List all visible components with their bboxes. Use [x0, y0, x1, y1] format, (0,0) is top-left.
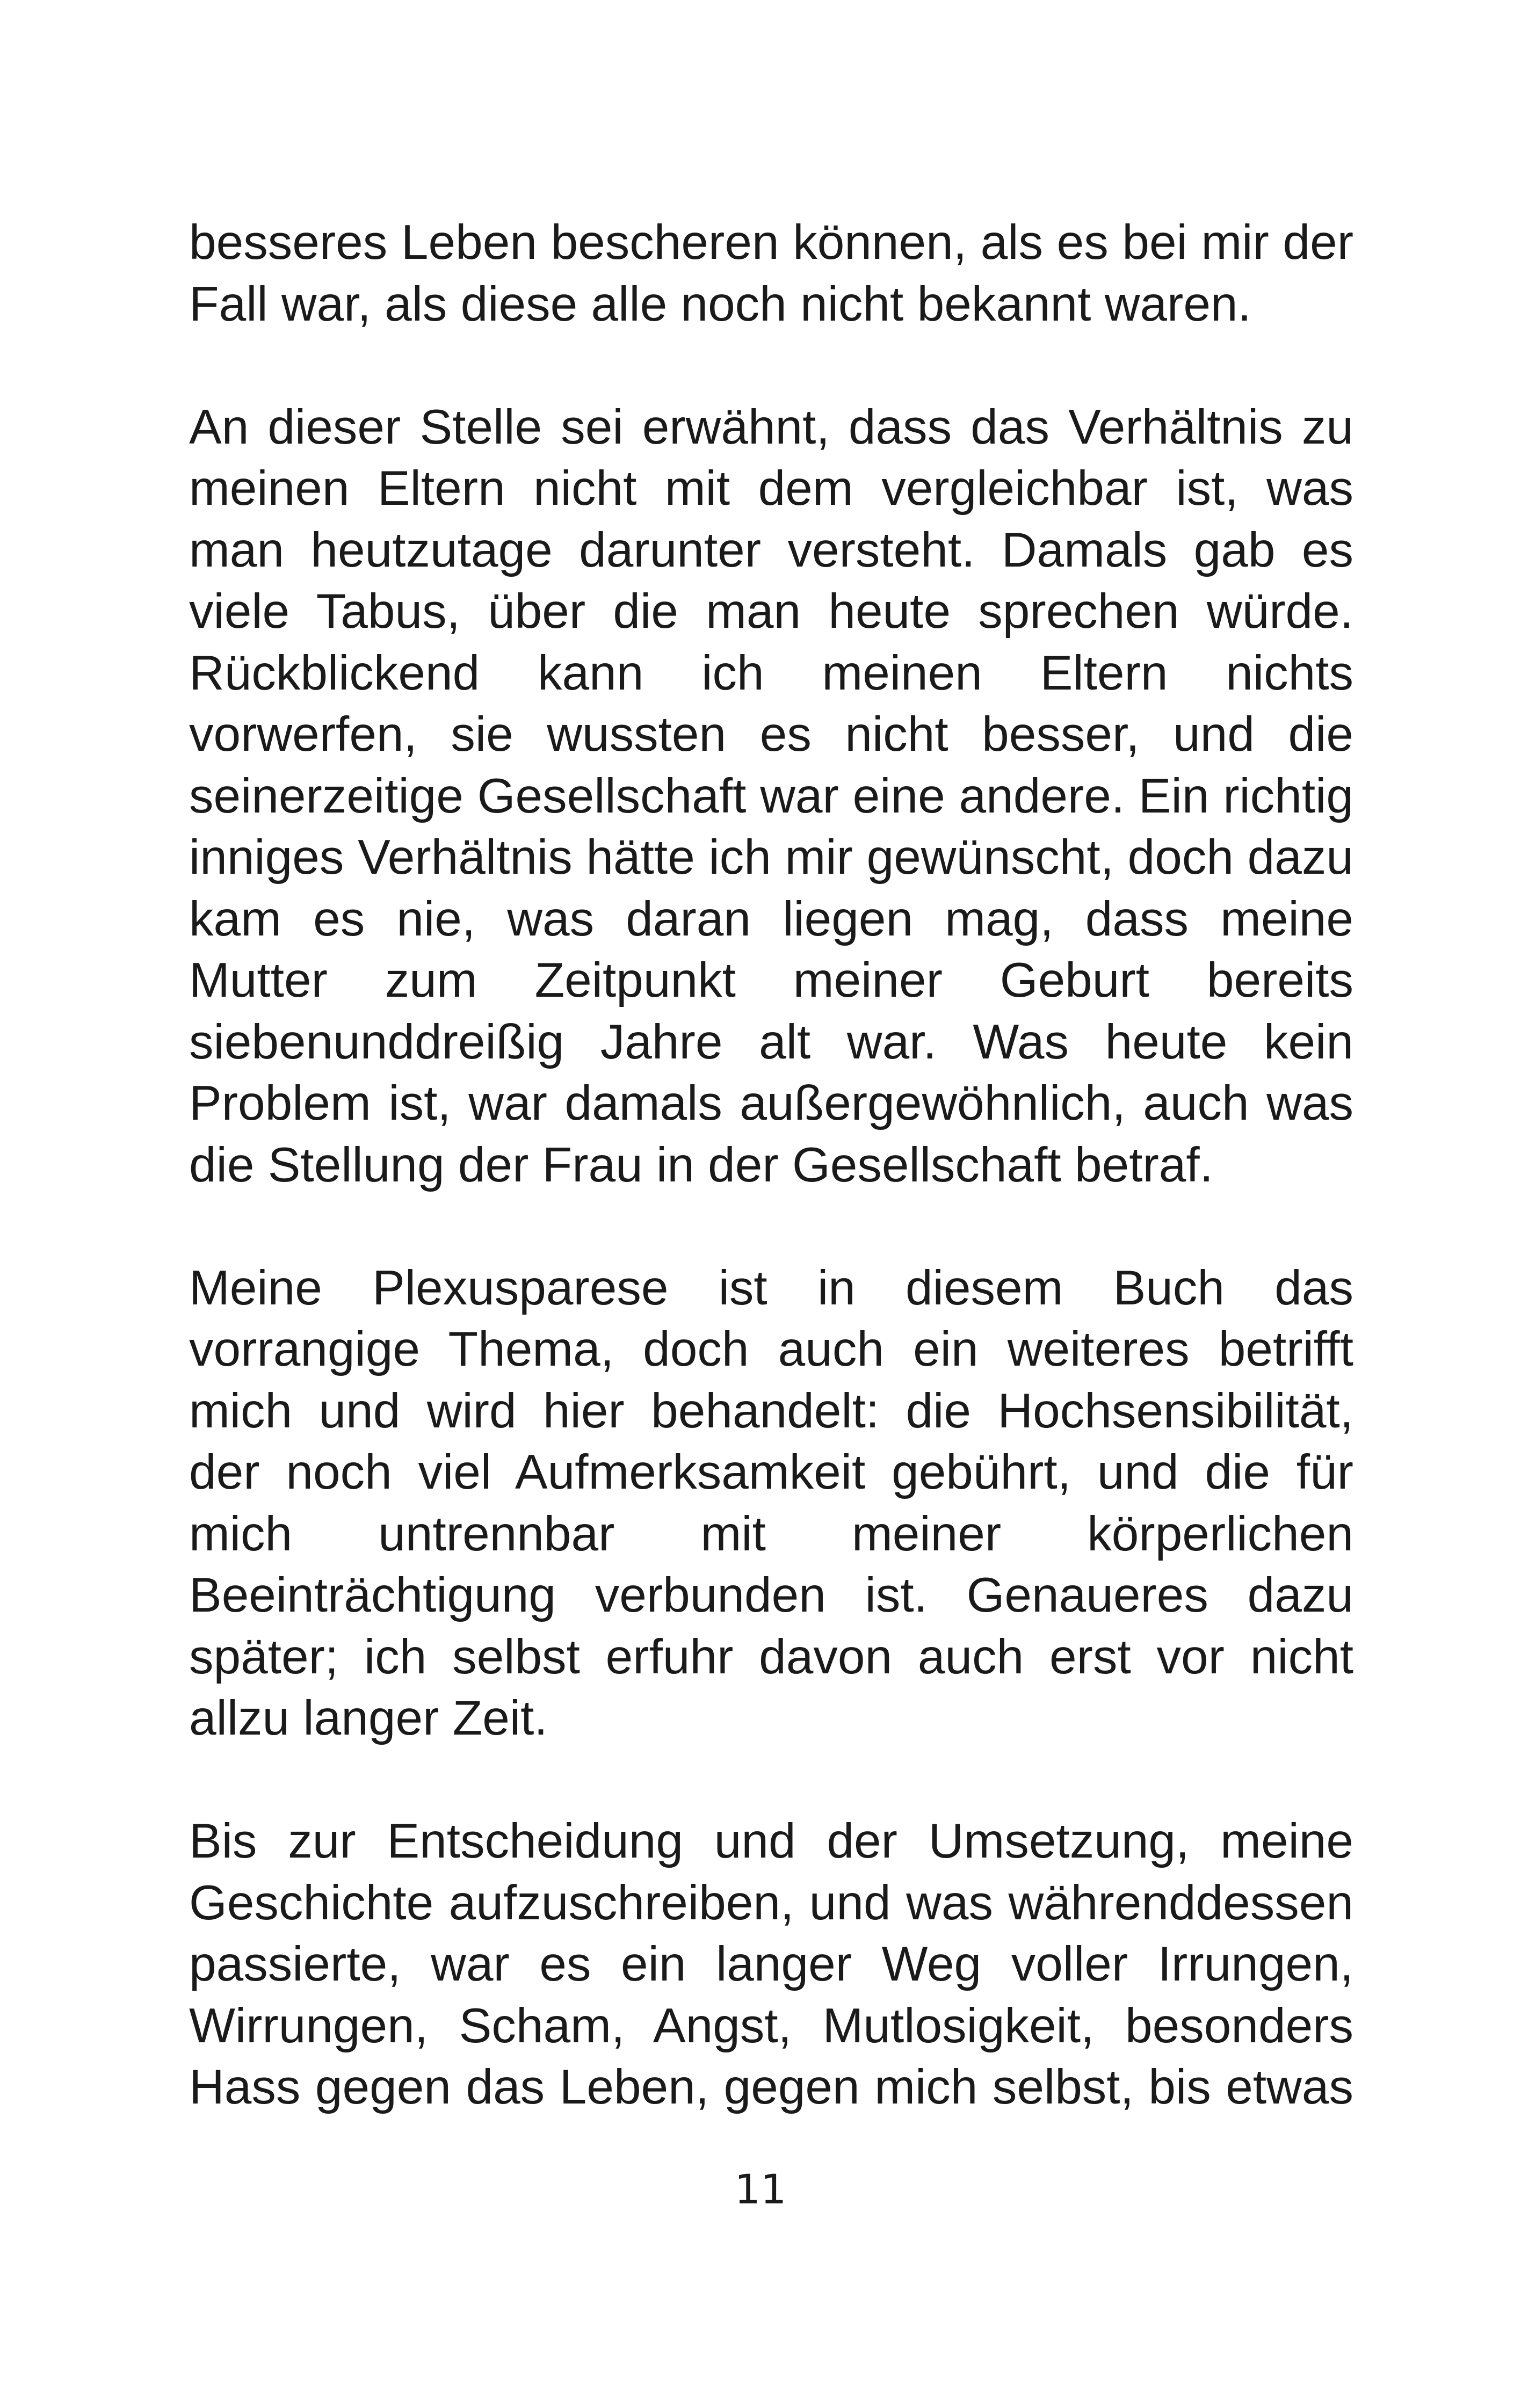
paragraph-1: besseres Leben bescheren können, als es bei mir der Fall war, als diese alle noch nicht bekannt waren. [189, 215, 1353, 331]
paragraph-4: Bis zur Entscheidung und der Umsetzung, meine Geschichte aufzuschreiben, und was währenddessen passierte, war es ein langer Weg voller Irrungen, Wirrungen, Scham, Angst, Mutlosigkeit, besonders Hass gegen das Leben, gegen mich selbst, bis etwas [189, 1814, 1353, 2114]
paragraph-2: An dieser Stelle sei erwähnt, dass das Verhältnis zu meinen Eltern nicht mit dem vergleichbar ist, was man heutzutage darunter versteht. Damals gab es viele Tabus, über die man heute sprechen würde. Rückblickend kann ich meinen Eltern nichts vorwerfen, sie wussten es nicht besser, und die seinerzeitige Gesellschaft war eine andere. Ein richtig inniges Verhältnis hätte ich mir gewünscht, doch dazu kam es nie, was daran liegen mag, dass meine Mutter zum Zeitpunkt meiner Geburt bereits siebenunddreißig Jahre alt war. Was heute kein Problem ist, war damals außergewöhnlich, auch was die Stellung der Frau in der Gesellschaft betraf. [189, 400, 1353, 1192]
paragraph-3: Meine Plexusparese ist in diesem Buch das vorrangige Thema, doch auch ein weiteres betrifft mich und wird hier behandelt: die Hochsensibilität, der noch viel Aufmerksamkeit gebührt, und die für mich untrennbar mit meiner körperlichen Beeinträchtigung verbunden ist. Genaueres dazu später; ich selbst erfuhr davon auch erst vor nicht allzu langer Zeit. [189, 1260, 1353, 1745]
body-text [189, 212, 1353, 2180]
page-number: 11 [734, 2165, 787, 2213]
